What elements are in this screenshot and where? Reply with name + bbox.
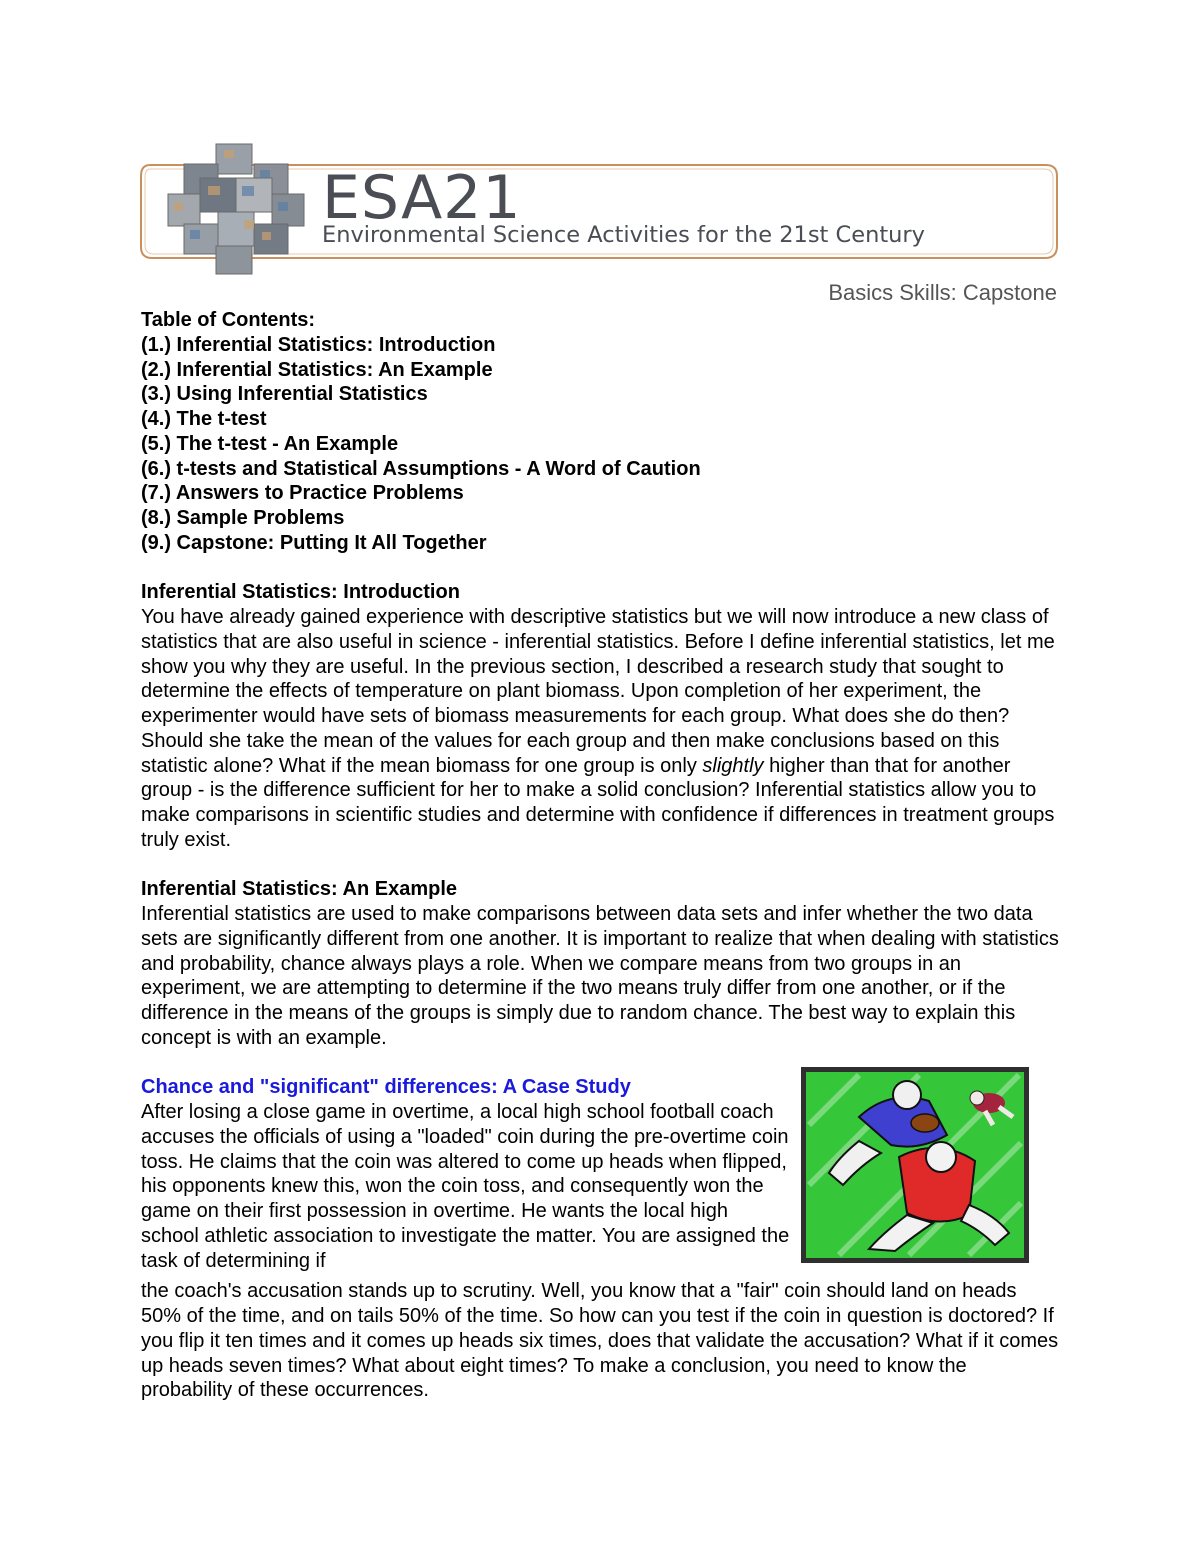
toc-item[interactable]: (7.) Answers to Practice Problems — [141, 482, 464, 505]
toc-item[interactable]: (4.) The t-test — [141, 408, 267, 430]
toc-item[interactable]: (5.) The t-test - An Example — [141, 432, 399, 455]
toc-item[interactable]: (8.) Sample Problems — [141, 507, 345, 529]
brand-title: ESA21 — [322, 163, 522, 233]
case-study-side-text: After losing a close game in overtime, a local high school football coach accuses the officials of using a "loaded" coin during the pre-overtime coin toss. He claims that the coin was altered to come up heads when flipped, his opponents knew this, won the coin toss, and consequently won the game on their first possession in overtime. He wants the local high school athletic association to investigate the matter. You are assigned the task of determining if — [141, 1101, 790, 1272]
example-heading: Inferential Statistics: An Example — [141, 878, 458, 901]
toc-item[interactable]: (1.) Inferential Statistics: Introduction — [141, 333, 496, 356]
brand-subtitle: Environmental Science Activities for the 21st Century — [322, 222, 925, 248]
intro-paragraph — [141, 605, 1061, 853]
example-paragraph: Inferential statistics are used to make comparisons between data sets and infer whether the two data sets are significantly different from one another. It is important to realize that when dealing with statistics and probability, chance always plays a role. When we compare means from two groups in an experiment, we are attempting to determine if the two means truly differ from one another, or if the difference in the means of the groups is simply due to random chance. The best way to explain this concept is with an example. — [141, 903, 1059, 1049]
case-study-section — [141, 1075, 1061, 1273]
football-clipart-icon — [799, 1065, 1031, 1265]
toc-item[interactable]: (2.) Inferential Statistics: An Example — [141, 358, 493, 381]
esa21-cube-logo — [164, 138, 308, 278]
case-study-full-text: the coach's accusation stands up to scrutiny. Well, you know that a "fair" coin should land on heads 50% of the time, and on tails 50% of the time. So how can you test if the coin in question is doctored? If you flip it ten times and it comes up heads six times, does that validate the accusation? What if it comes up heads seven times? What about eight times? To make a conclusion, you need to know the probability of these occurrences. — [141, 1280, 1059, 1402]
page-section-label: Basics Skills: Capstone — [828, 280, 1057, 305]
intro-text-after: higher than that for another group - is the difference sufficient for her to make a solid conclusion? Inferential statistics allow you to make comparisons in scientific studies and determine with confidence if differences in treatment groups truly exist. — [141, 754, 1055, 851]
toc-heading: Table of Contents: — [141, 309, 316, 331]
intro-emphasis: slightly — [702, 754, 764, 777]
toc-item[interactable]: (9.) Capstone: Putting It All Together — [141, 531, 487, 554]
toc-item[interactable]: (6.) t-tests and Statistical Assumptions - A Word of Caution — [141, 457, 701, 480]
toc-item[interactable]: (3.) Using Inferential Statistics — [141, 383, 428, 406]
case-study-heading: Chance and "significant" differences: A Case Study — [141, 1076, 631, 1099]
intro-heading: Inferential Statistics: Introduction — [141, 581, 460, 604]
document-body — [141, 308, 1061, 1403]
intro-text-before: You have already gained experience with descriptive statistics but we will now introduce a new class of statistics that are also useful in science - inferential statistics. Before I define inferential statistics, let me show you why they are useful. In the previous section, I described a research study that sought to determine the effects of temperature on plant biomass. Upon completion of her experiment, the experimenter would have sets of biomass measurements for each group. What does she do then? Should she take the mean of the values for each group and then make conclusions based on this statistic alone? What if the mean biomass for one group is only — [141, 606, 1055, 777]
